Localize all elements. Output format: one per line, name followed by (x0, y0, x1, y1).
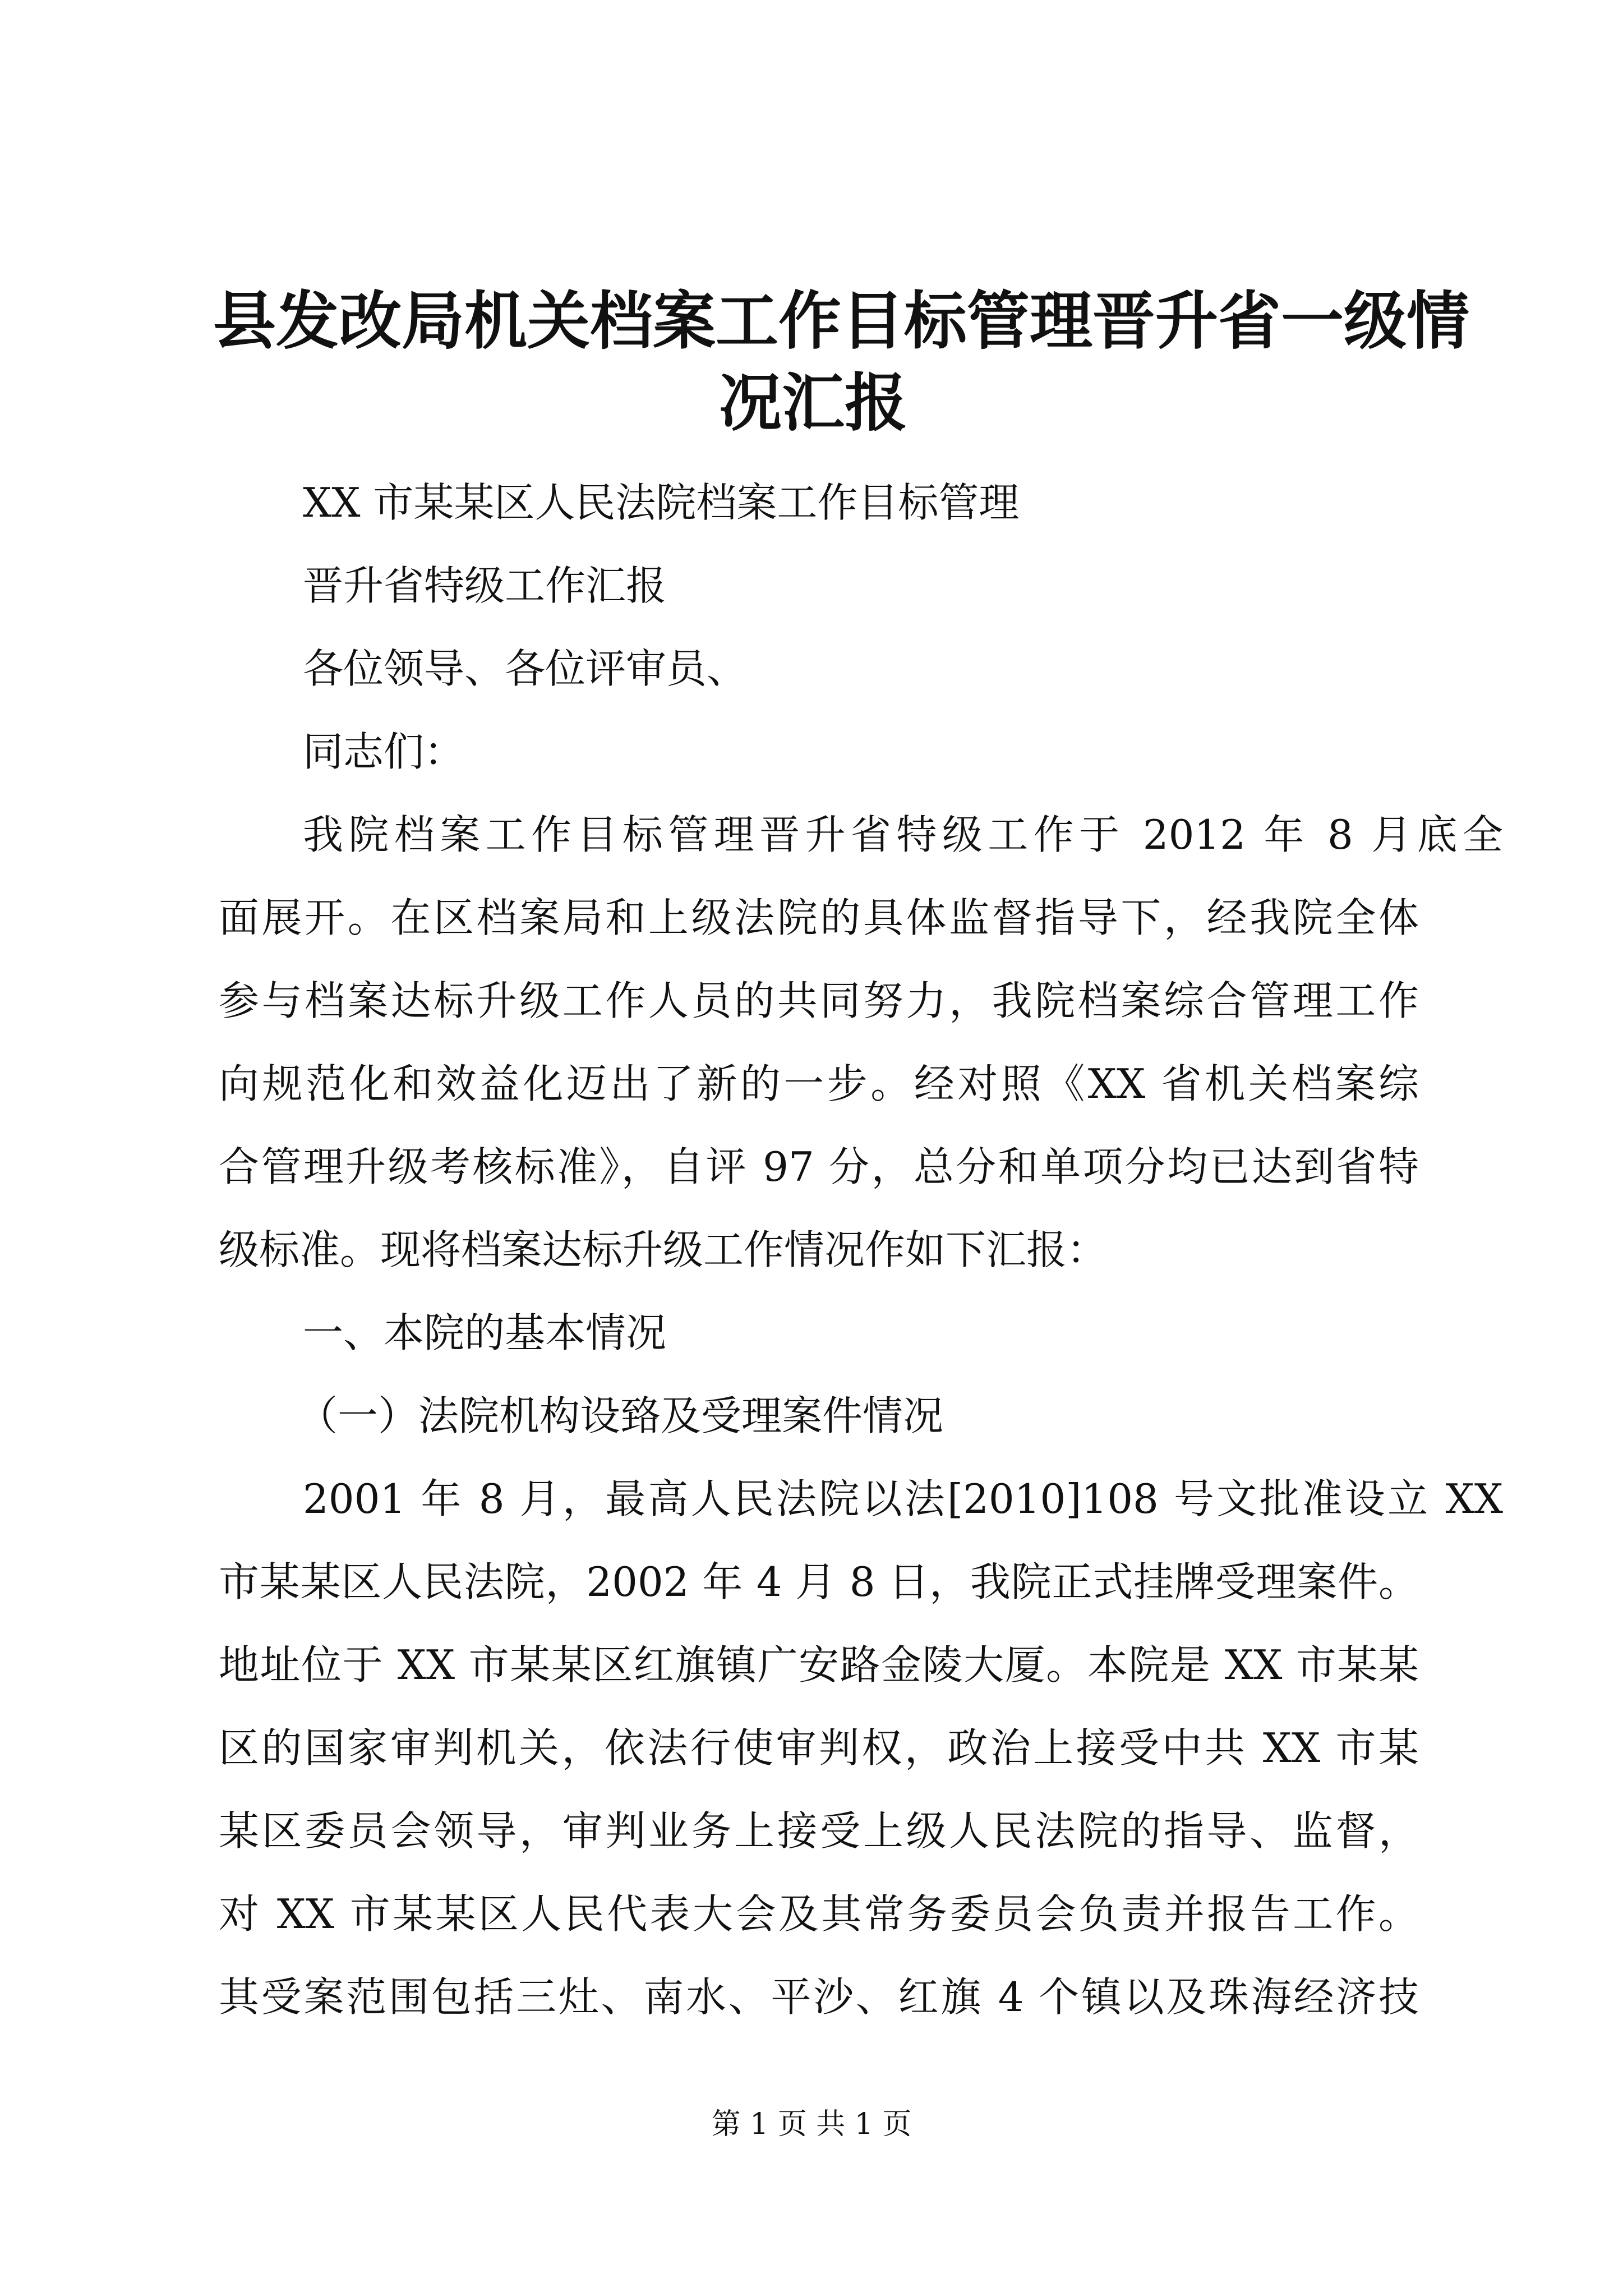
document-body (219, 461, 1503, 2039)
paragraph-line: 面展开。在区档案局和上级法院的具体监督指导下，经我院全体 (219, 894, 1419, 941)
title-line-2: 况汇报 (719, 366, 907, 440)
paragraph-line: 2001 年 8 月，最高人民法院以法[2010]108 号文批准设立 XX (303, 1475, 1503, 1522)
subtitle-line-2: 晋升省特级工作汇报 (303, 562, 667, 609)
section-heading: 一、本院的基本情况 (303, 1309, 667, 1356)
title-line-1: 县发改局机关档案工作目标管理晋升省一级情 (213, 284, 1469, 358)
paragraph-line: 地址位于 XX 市某某区红旗镇广安路金陵大厦。本院是 XX 市某某 (219, 1641, 1419, 1688)
paragraph-line: 参与档案达标升级工作人员的共同努力，我院档案综合管理工作 (219, 977, 1419, 1024)
paragraph-line: 某区委员会领导，审判业务上接受上级人民法院的指导、监督， (219, 1807, 1419, 1855)
paragraph-line: 其受案范围包括三灶、南水、平沙、红旗 4 个镇以及珠海经济技 (219, 1973, 1419, 2021)
subtitle-line-1: XX 市某某区人民法院档案工作目标管理 (303, 479, 1020, 526)
salutation-line-2: 同志们： (303, 728, 465, 775)
page-footer: 第 1 页 共 1 页 (711, 2108, 912, 2141)
paragraph-line: 市某某区人民法院，2002 年 4 月 8 日，我院正式挂牌受理案件。 (219, 1558, 1419, 1605)
salutation-line-1: 各位领导、各位评审员、 (303, 645, 748, 692)
subsection-heading: （一）法院机构设臵及受理案件情况 (297, 1392, 944, 1439)
paragraph-line: 我院档案工作目标管理晋升省特级工作于 2012 年 8 月底全 (303, 811, 1503, 858)
paragraph-line: 对 XX 市某某区人民代表大会及其常务委员会负责并报告工作。 (219, 1890, 1419, 1938)
paragraph-line: 合管理升级考核标准》，自评 97 分，总分和单项分均已达到省特 (219, 1143, 1419, 1190)
paragraph-line: 区的国家审判机关，依法行使审判权，政治上接受中共 XX 市某 (219, 1724, 1419, 1772)
paragraph-line: 向规范化和效益化迈出了新的一步。经对照《XX 省机关档案综 (219, 1060, 1419, 1107)
paragraph-line: 级标准。现将档案达标升级工作情况作如下汇报： (219, 1226, 1108, 1273)
document-title (213, 280, 1469, 444)
